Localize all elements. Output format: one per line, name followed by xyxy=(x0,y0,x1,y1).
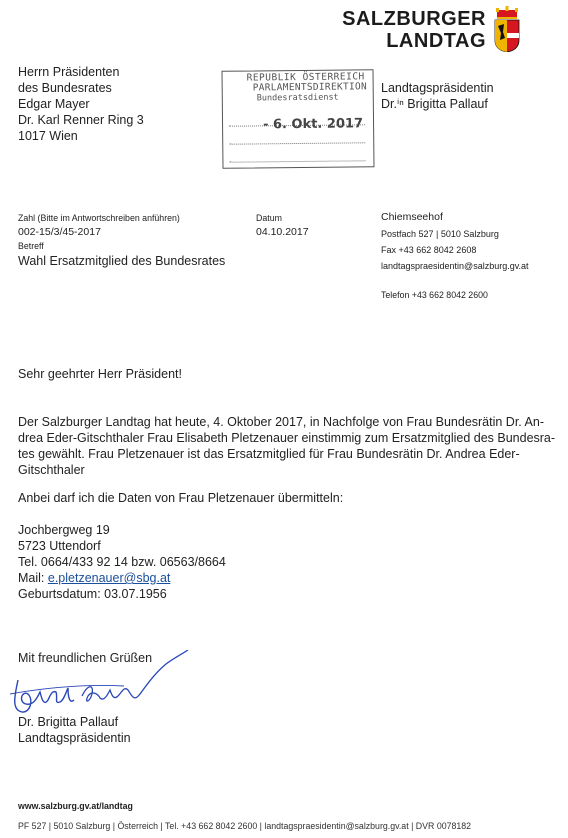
address-mail-row xyxy=(18,570,226,586)
receipt-stamp xyxy=(221,69,374,169)
datum-value: 04.10.2017 xyxy=(256,226,309,238)
sender-name: Dr.ⁱⁿ Brigitta Pallauf xyxy=(381,97,488,111)
contact-name: Chiemseehof xyxy=(381,211,443,223)
stamp-line-3: Bundesratsdienst xyxy=(256,92,339,104)
contact-email: landtagspraesidentin@salzburg.gv.at xyxy=(381,261,529,271)
salutation: Sehr geehrter Herr Präsident! xyxy=(18,367,182,381)
mail-link[interactable]: e.pletzenauer@sbg.at xyxy=(47,571,171,585)
paragraph-line: tes gewählt. Frau Pletzenauer ist das Ersatzmitglied für Frau Bundesrätin Dr. Andrea Eder- xyxy=(18,447,520,461)
stamp-date: - 6. Okt. 2017 xyxy=(262,116,364,133)
footer-url: www.salzburg.gv.at/landtag xyxy=(18,801,133,811)
signer-block xyxy=(18,714,131,746)
letterhead-logo xyxy=(342,8,486,52)
logo-line-2: LANDTAG xyxy=(386,30,486,52)
contact-fax: Fax +43 662 8042 2608 xyxy=(381,245,477,255)
body-paragraph-2: Anbei darf ich die Daten von Frau Pletzenauer übermitteln: xyxy=(18,491,344,505)
signer-title: Landtagspräsidentin xyxy=(18,731,131,745)
contact-phone: Telefon +43 662 8042 2600 xyxy=(381,290,488,300)
closing: Mit freundlichen Grüßen xyxy=(18,651,153,665)
paragraph-line: Der Salzburger Landtag hat heute, 4. Oktober 2017, in Nachfolge von Frau Bundesrätin Dr. An- xyxy=(18,415,545,429)
recipient-line: des Bundesrates xyxy=(18,81,112,95)
recipient-line: Herrn Präsidenten xyxy=(18,65,120,79)
stamp-line-2: PARLAMENTSDIREKTION xyxy=(252,81,368,94)
address-phone: Tel. 0664/433 92 14 bzw. 06563/8664 xyxy=(18,555,226,569)
stamp-line-1: REPUBLIK ÖSTERREICH xyxy=(246,71,365,84)
paragraph-line: drea Eder-Gitschthaler Frau Elisabeth Pletzenauer einstimmig zum Ersatzmitglied des Bundesra- xyxy=(18,431,556,445)
sender-block xyxy=(381,80,494,112)
footer-line: PF 527 | 5010 Salzburg | Österreich | Tel. +43 662 8042 2600 | landtagspraesidentin@salzburg.gv.at | DVR 0078182 xyxy=(18,821,472,831)
recipient-line: Dr. Karl Renner Ring 3 xyxy=(18,113,144,127)
salzburg-coat-of-arms-icon xyxy=(492,6,522,52)
recipient-line: Edgar Mayer xyxy=(18,97,90,111)
recipient-line: 1017 Wien xyxy=(18,129,78,143)
datum-label: Datum xyxy=(256,213,282,223)
contact-block xyxy=(381,210,529,274)
paragraph-line: Gitschthaler xyxy=(18,463,85,477)
betreff-value: Wahl Ersatzmitglied des Bundesrates xyxy=(18,254,226,268)
handwritten-signature xyxy=(4,650,194,722)
recipient-address xyxy=(18,64,144,144)
stamp-row-line xyxy=(229,146,365,162)
address-birthdate: Geburtsdatum: 03.07.1956 xyxy=(18,587,167,601)
zahl-value: 002-15/3/45-2017 xyxy=(18,226,101,238)
logo-line-1: SALZBURGER xyxy=(342,8,486,30)
contact-data-block xyxy=(18,522,226,602)
betreff-label: Betreff xyxy=(18,241,44,251)
mail-label: Mail: xyxy=(18,571,48,585)
body-paragraph xyxy=(18,414,556,478)
address-city: 5723 Uttendorf xyxy=(18,539,101,553)
signer-name: Dr. Brigitta Pallauf xyxy=(18,715,119,729)
sender-title: Landtagspräsidentin xyxy=(381,81,494,95)
zahl-label: Zahl (Bitte im Antwortschreiben anführen) xyxy=(18,213,180,223)
contact-postfach: Postfach 527 | 5010 Salzburg xyxy=(381,229,499,239)
address-street: Jochbergweg 19 xyxy=(18,523,110,537)
